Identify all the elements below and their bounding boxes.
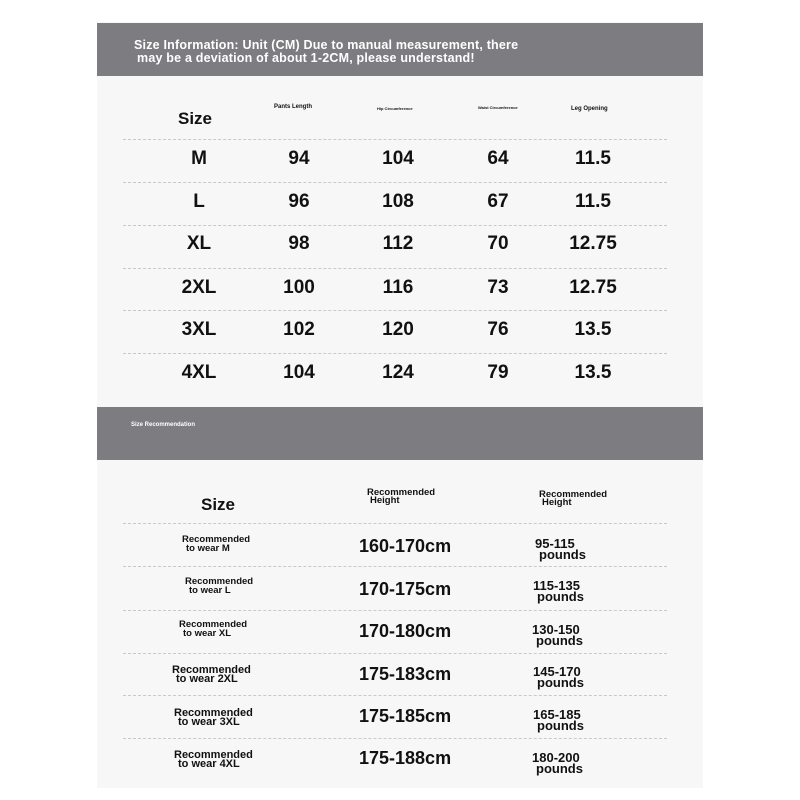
rec-weight-range: 165-185 [533, 707, 581, 722]
rec-label-line-2: to wear 3XL [178, 716, 240, 728]
rec-weight-unit: pounds [539, 547, 586, 562]
rec-height-cell: 175-185cm [359, 706, 452, 726]
rec-weight-unit: pounds [536, 761, 583, 776]
size-header: Size [178, 109, 213, 128]
divider [123, 566, 667, 567]
waist-circumference-header: Waist Circumference [478, 105, 518, 110]
waist-cell: 73 [487, 277, 509, 298]
size-cell: 2XL [181, 277, 217, 298]
rec-size-label [172, 666, 251, 684]
divider [123, 268, 667, 269]
rec-weight-unit: pounds [537, 718, 584, 733]
rec-weight-header [539, 491, 607, 507]
rec-size-label [179, 620, 247, 638]
rec-weight-cell [532, 624, 583, 646]
rec-weight-cell [533, 666, 584, 688]
rec-label-line-2: to wear 4XL [178, 758, 240, 770]
size-cell: XL [186, 233, 212, 254]
leg-opening-cell: 11.5 [575, 191, 611, 212]
pants-length-cell: 104 [283, 362, 315, 383]
waist-cell: 70 [487, 233, 509, 254]
rec-height-header [367, 489, 435, 505]
hip-cell: 112 [382, 233, 414, 254]
rec-weight-header-line-2: Height [542, 497, 572, 508]
hip-cell: 120 [382, 319, 414, 340]
rec-label-line-1: Recommended [179, 619, 248, 630]
pants-length-cell: 100 [283, 277, 315, 298]
pants-length-cell: 96 [288, 191, 310, 212]
size-chart-sheet [97, 0, 703, 788]
size-recommendation-banner [97, 407, 703, 460]
size-info-line-2: may be a deviation of about 1-2CM, please understand! [137, 51, 475, 65]
rec-weight-range: 95-115 [535, 536, 575, 551]
hip-cell: 116 [382, 277, 414, 298]
leg-opening-cell: 13.5 [574, 362, 612, 383]
rec-height-cell: 175-188cm [359, 748, 452, 768]
rec-weight-cell [535, 538, 586, 560]
size-info-text [134, 39, 654, 65]
divider [123, 523, 667, 524]
rec-size-label [185, 577, 253, 595]
waist-cell: 64 [487, 148, 509, 169]
rec-label-line-2: to wear XL [183, 628, 232, 639]
hip-cell: 108 [382, 191, 414, 212]
rec-weight-unit: pounds [537, 675, 584, 690]
rec-weight-range: 180-200 [532, 750, 580, 765]
rec-height-cell: 175-183cm [359, 664, 452, 684]
waist-cell: 79 [487, 362, 509, 383]
rec-height-header-line-1: Recommended [367, 487, 436, 498]
size-recommendation-title: Size Recommendation [131, 422, 196, 428]
rec-height-cell: 160-170cm [359, 536, 452, 556]
rec-label-line-2: to wear 2XL [176, 673, 238, 685]
hip-cell: 104 [382, 148, 414, 169]
rec-weight-range: 115-135 [533, 578, 580, 593]
rec-weight-cell [533, 709, 584, 731]
rec-size-label [174, 709, 253, 727]
rec-weight-range: 145-170 [533, 664, 581, 679]
waist-cell: 76 [487, 319, 509, 340]
leg-opening-header: Leg Opening [571, 106, 608, 112]
divider [123, 653, 667, 654]
size-info-line-1: Size Information: Unit (CM) Due to manual measurement, there [134, 38, 519, 52]
rec-label-line-2: to wear M [186, 543, 230, 554]
leg-opening-cell: 13.5 [574, 319, 612, 340]
divider [123, 310, 667, 311]
rec-height-cell: 170-175cm [359, 579, 452, 599]
divider [123, 225, 667, 226]
size-cell: L [193, 191, 205, 212]
rec-height-cell: 170-180cm [359, 621, 452, 641]
pants-length-cell: 102 [283, 319, 315, 340]
rec-size-header: Size [201, 495, 236, 514]
rec-weight-header-line-1: Recommended [539, 489, 608, 500]
divider [123, 353, 667, 354]
divider [123, 139, 667, 140]
size-cell: 4XL [181, 362, 217, 383]
leg-opening-cell: 12.75 [569, 233, 617, 254]
divider [123, 738, 667, 739]
rec-weight-cell [533, 580, 584, 602]
pants-length-cell: 94 [288, 148, 310, 169]
pants-length-cell: 98 [288, 233, 310, 254]
pants-length-header: Pants Length [274, 104, 313, 110]
rec-size-label [182, 535, 250, 553]
divider [123, 182, 667, 183]
hip-circumference-header: Hip Circumference [377, 106, 413, 111]
rec-label-line-1: Recommended [182, 534, 251, 545]
size-info-banner [97, 23, 703, 76]
leg-opening-cell: 11.5 [575, 148, 611, 169]
divider [123, 610, 667, 611]
divider [123, 695, 667, 696]
rec-weight-unit: pounds [537, 589, 584, 604]
rec-label-line-1: Recommended [174, 707, 253, 719]
hip-cell: 124 [382, 362, 414, 383]
leg-opening-cell: 12.75 [569, 277, 617, 298]
size-cell: M [191, 148, 207, 169]
rec-weight-range: 130-150 [532, 622, 580, 637]
rec-height-header-line-2: Height [370, 495, 400, 506]
rec-weight-cell [532, 752, 583, 774]
rec-size-label [174, 751, 253, 769]
top-strip [97, 0, 703, 22]
rec-label-line-1: Recommended [174, 749, 253, 761]
rec-label-line-1: Recommended [172, 664, 251, 676]
rec-label-line-2: to wear L [189, 585, 231, 596]
size-cell: 3XL [181, 319, 217, 340]
rec-weight-unit: pounds [536, 633, 583, 648]
waist-cell: 67 [487, 191, 509, 212]
rec-label-line-1: Recommended [185, 576, 254, 587]
